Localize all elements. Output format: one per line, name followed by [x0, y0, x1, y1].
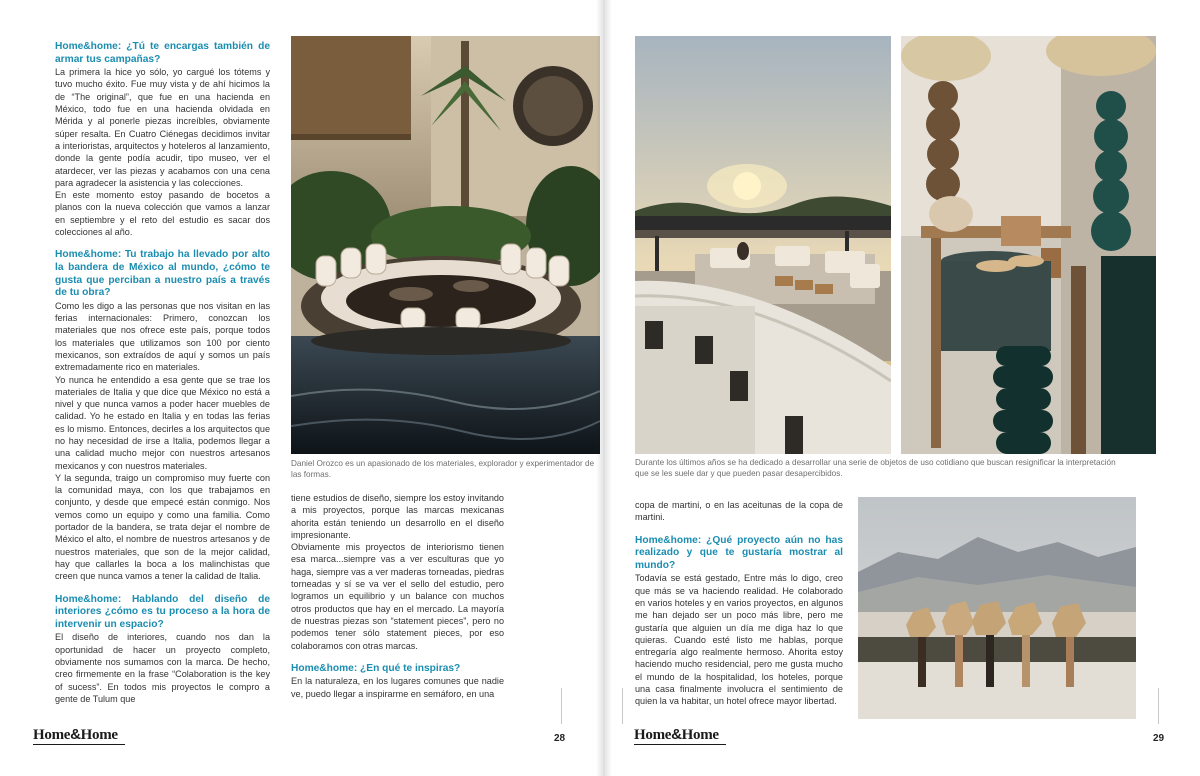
paragraph-spacer — [55, 238, 270, 249]
courtyard-photo — [291, 36, 600, 454]
rooftop-terrace-photo — [635, 36, 891, 454]
body-paragraph: El diseño de interiores, cuando nos dan la oportunidad de hacer un proyecto completo, obviamente nos sumamos con la marca. De hecho, creo firmemente en la frase “Colaboration is the key of sucess”. En todos mis proyectos le compro a gente de Tulum que — [55, 632, 270, 704]
page-number-left: 28 — [554, 733, 566, 744]
interview-question: Home&home: Hablando del diseño de interiores ¿cómo es tu proceso a la hora de intervenir un espacio? — [55, 593, 270, 630]
left-text-column-2 — [291, 492, 504, 700]
body-paragraph: Y la segunda, traigo un compromiso muy fuerte con la comunidad maya, con los que trabajamos en conjunto, y desde que empecé están conmigo. Nos vemos como un equipo y como una familia. Como portador de la bandera, se trata dejar el nombre de México el alto, el nombre de nuestros artesanos y de nuestros materiales, que son de la mejor calidad, hay que callarles la boca a los malinchistas que creen que nunca vamos a tener la calidad de Italia. — [55, 472, 270, 582]
paragraph-spacer — [635, 524, 843, 535]
desert-sculptures-photo — [858, 497, 1136, 719]
left-photo-caption: Daniel Orozco es un apasionado de los materiales, explorador y experimentador de las formas. — [291, 459, 595, 479]
logo-ampersand: & — [70, 726, 81, 743]
right-column-rule-left — [622, 688, 623, 724]
body-paragraph: Yo nunca he entendido a esa gente que se trae los materiales de Italia y que dice que México no está a nivel y que nunca vamos a poder hacer muebles de calidad. Yo he estado en Italia y en todas las ferias es lo mismo. Entonces, decirles a los arquitectos que no hay necesidad de irse a Italia, podemos llegar a una calidad mucho mejor con nuestros artesanos mexicanos y con nuestros materiales. — [55, 374, 270, 471]
interview-question: Home&home: Tu trabajo ha llevado por alto la bandera de México al mundo, ¿cómo te gusta que perciban a nuestro país a través de tu obra? — [55, 249, 270, 299]
logo-word-2: Home — [80, 727, 118, 743]
left-text-column-1 — [55, 41, 270, 705]
interview-question: Home&home: ¿En qué te inspiras? — [291, 662, 461, 674]
body-paragraph: Como les digo a las personas que nos visitan en las ferias internacionales: Primero, conozcan los materiales que nos ofrece este país, porque todos los materiales que utilizamos son 100 por ciento mexicanos, son extraídos de aquí y somos un país extremadamente rico en materiales. — [55, 300, 270, 373]
left-column-rule — [561, 688, 562, 724]
book-gutter — [596, 0, 612, 776]
page-number-right: 29 — [1153, 733, 1165, 744]
body-paragraph: En la naturaleza, en los lugares comunes que nadie ve, puedo llegar a inspirarme en semáforo, en una — [291, 676, 504, 699]
turned-wood-sculptures-photo — [901, 36, 1156, 454]
body-paragraph: La primera la hice yo sólo, yo cargué los tótems y tuvo mucho éxito. Fue muy vista y de ahí hicimos la de “The original”, que fue en una hacienda en México, todo fue en una hacienda olvidada en Mérida y al ponerle piezas increíbles, obviamente súper resalta. En Cuatro Ciénegas decidimos invitar a interioristas, arquitectos y hoteleros al lanzamiento, donde la gente podía acudir, tipo museo, ver el atardecer, ver las piezas y acabamos con una cena para agradecer la asistencia y las colecciones. — [55, 67, 270, 188]
body-paragraph: Todavía se está gestado, Entre más lo digo, creo que más se va haciendo realidad. He colaborado en varios hoteles y en varios proyectos, en algunos me han dejado ser un poco más libre, pero me gustaría que alguien un día me diga haz lo que quieras. Cuando esté listo me hablas, porque entregaría algo realmente hermoso. Ahorita estoy haciendo mucho residencial, pero me gusta mucho el mundo de la hospitalidad, los hoteles, porque una casa finalmente involucra el sentimiento de quien la va habitar, un hotel ofrece mayor libertad. — [635, 573, 843, 707]
interview-question: Home&home: ¿Qué proyecto aún no has realizado y que te gustaría mostrar al mundo? — [635, 534, 843, 571]
paragraph-spacer — [55, 583, 270, 594]
logo-word-1: Home — [634, 727, 672, 743]
body-paragraph: copa de martini, o en las aceitunas de la copa de martini. — [635, 500, 843, 523]
logo-underline-right — [634, 744, 726, 745]
body-paragraph: tiene estudios de diseño, siempre los estoy invitando a mis proyectos, porque las marcas mexicanas ahorita están teniendo un desarrollo en el diseño impresionante. — [291, 493, 504, 540]
body-paragraph: En este momento estoy pasando de bocetos a planos con la nueva colección que vamos a lanzar en septiembre y el reto del estudio es sacar dos colecciones al año. — [55, 190, 270, 238]
logo-underline-left — [33, 744, 125, 745]
masthead-logo-right — [634, 726, 719, 744]
interview-question: Home&home: ¿Tú te encargas también de armar tus campañas? — [55, 41, 270, 65]
logo-ampersand: & — [671, 726, 682, 743]
right-text-column — [635, 499, 843, 708]
logo-word-1: Home — [33, 727, 71, 743]
right-photo-caption: Durante los últimos años se ha dedicado a desarrollar una serie de objetos de uso cotidiano que buscan resignificar la interpretación que se les suele dar y que pueden pasar desapercibidos. — [635, 458, 1116, 478]
body-paragraph: Obviamente mis proyectos de interiorismo tienen esa marca...siempre vas a ver esculturas que yo haga, siempre vas a ver maderas torneadas, piedras torneadas y sí se va ver el sello del estudio, pero logramos un equilibrio y un balance con muchos otros productos que hay en el mercado. La mayoría de nuestras piezas son “statement pieces”, pero no podemos tener sólo statement pieces, por eso colaboramos con otras marcas. — [291, 542, 504, 651]
paragraph-spacer — [291, 652, 504, 663]
logo-word-2: Home — [681, 727, 719, 743]
masthead-logo-left — [33, 726, 118, 744]
right-column-rule-right — [1158, 688, 1159, 724]
